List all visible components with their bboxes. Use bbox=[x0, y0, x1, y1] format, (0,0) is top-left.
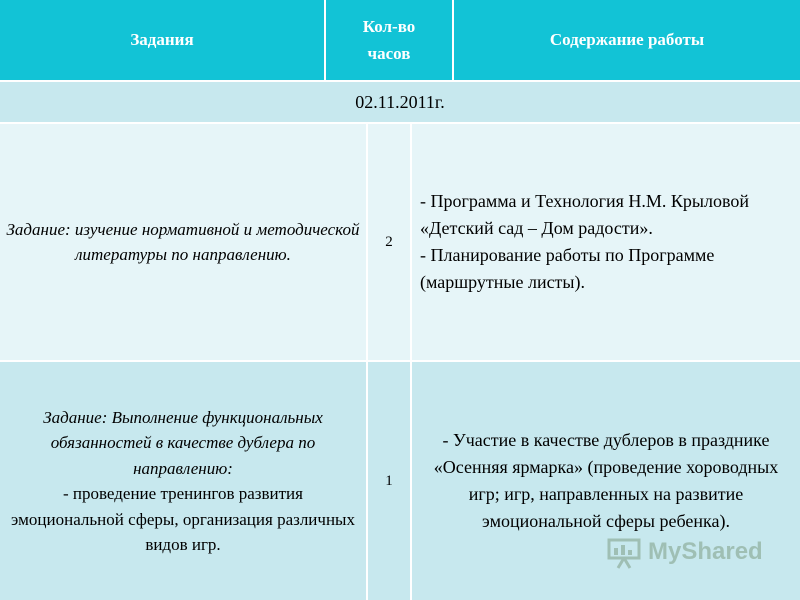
content-item: - Участие в качестве дублеров в празднике «Осенняя ярмарка» (проведение хороводных игр; игр, направленных на развитие эмоциональной сферы ребенка). bbox=[433, 430, 779, 531]
task-cell bbox=[0, 362, 366, 600]
content-text bbox=[420, 188, 792, 296]
header-hours bbox=[326, 0, 454, 80]
hours-cell bbox=[366, 362, 412, 600]
header-hours-label: Кол-во часов bbox=[362, 16, 416, 63]
task-description: Задание: Выполнение функциональных обязанностей в качестве дублера по направлению: bbox=[43, 407, 323, 478]
content-text bbox=[420, 427, 792, 535]
watermark-text: MyShared bbox=[648, 538, 763, 565]
content-item: - Программа и Технология Н.М. Крыловой «Детский сад – Дом радости». bbox=[420, 191, 749, 238]
hours-value: 2 bbox=[385, 233, 393, 250]
content-cell bbox=[412, 124, 800, 360]
presentation-board-icon bbox=[606, 534, 642, 570]
hours-cell bbox=[366, 124, 412, 360]
watermark bbox=[606, 534, 763, 570]
header-tasks: Задания bbox=[0, 0, 326, 80]
task-text bbox=[6, 405, 360, 558]
table-header bbox=[0, 0, 800, 80]
task-details: - проведение тренингов развития эмоциональной сферы, организация различных видов игр. bbox=[11, 484, 355, 554]
hours-value: 1 bbox=[385, 472, 393, 489]
table-row bbox=[0, 124, 800, 360]
header-content: Содержание работы bbox=[549, 30, 705, 50]
task-cell bbox=[0, 124, 366, 360]
task-description: Задание: изучение нормативной и методической литературы по направлению. bbox=[6, 219, 360, 264]
content-item: - Планирование работы по Программе (маршрутные листы). bbox=[420, 245, 715, 292]
task-text bbox=[6, 217, 360, 268]
date-row: 02.11.2011г. bbox=[0, 82, 800, 122]
